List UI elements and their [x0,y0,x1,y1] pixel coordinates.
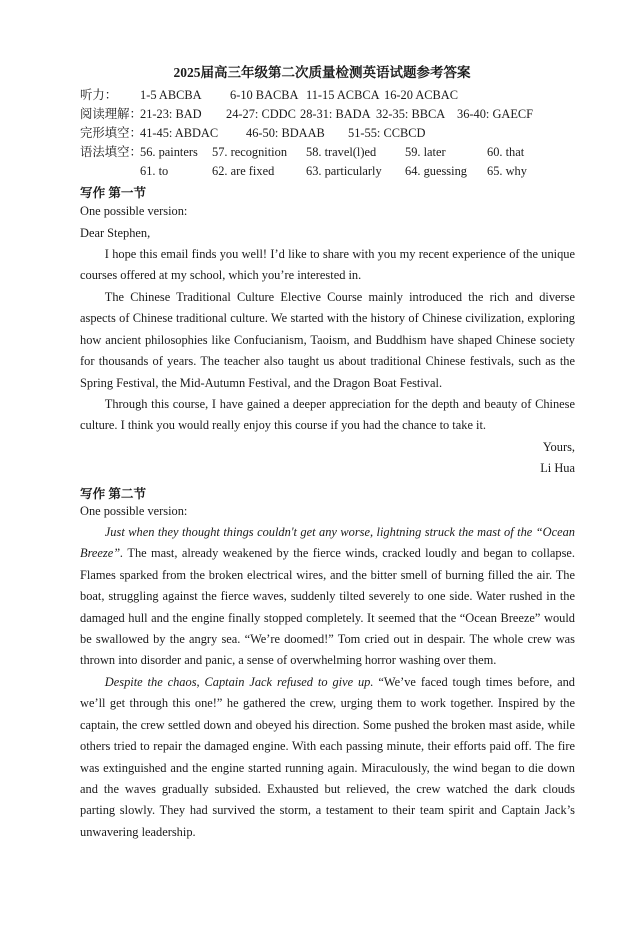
answer-item: 32-35: BBCA [376,107,446,121]
story-paragraph-2-lead: Despite the chaos, Captain Jack refused to give up. [104,675,374,689]
answer-item: 6-10 BACBA [230,88,299,102]
answer-item: 28-31: BADA [300,107,371,121]
letter-signature: Li Hua [540,461,575,475]
answer-item: 57. recognition [212,145,288,159]
answer-item: 63. particularly [306,164,382,178]
writing-1-heading: 写作 第一节 [80,186,147,200]
answer-item: 36-40: GAECF [457,107,534,121]
story-paragraph-1-body: The mast, already weakened by the fierce winds, cracked loudly and began to collapse. Flames sparked from the broken electrical wires, and the bitter smell of burning filled the air. The boat, struggling against the fierce waves, suddenly tilted severely to one side. Water rushed in the damaged hull and the engine finally stopped completely. It seemed that the “Ocean Breeze” would be swallowed by the angry sea. “We’re doomed!” Tom cried out in despair. The whole crew was thrown into disorder and panic, a sense of overwhelming horror washing over them. [80,546,575,668]
story-paragraph-1-lead: Just when they thought things couldn't get any worse, lightning struck the mast of the “Ocean Breeze”. [80,525,575,561]
answer-item: 24-27: CDDC [226,107,296,121]
letter-paragraph-2: The Chinese Traditional Culture Elective Course mainly introduced the rich and diverse aspects of Chinese traditional culture. We started with the history of Chinese civilization, exploring how ancient philosophies like Confucianism, Taoism, and Buddhism have shaped Chinese society for thousands of years. The teacher also taught us about traditional Chinese festivals, such as the Spring Festival, the Mid-Autumn Festival, and the Dragon Boat Festival. [80,290,575,390]
answer-item: 11-15 ACBCA [306,88,380,102]
writing-1-intro: One possible version: [80,204,188,218]
answer-item: 62. are fixed [212,164,275,178]
answer-item: 58. travel(l)ed [306,145,377,159]
grammar-label: 语法填空： [80,145,142,159]
answer-item: 41-45: ABDAC [140,126,219,140]
letter-paragraph-3: Through this course, I have gained a deeper appreciation for the depth and beauty of Chinese culture. I think you would really enjoy this course if you had the chance to take it. [80,397,575,433]
page-title: 2025届高三年级第二次质量检测英语试题参考答案 [173,65,471,80]
answer-item: 64. guessing [405,164,467,178]
letter-closing: Yours, [542,440,575,454]
story-paragraph-2 [80,672,575,843]
answer-item: 51-55: CCBCD [348,126,426,140]
grammar-answers-row-1 [80,143,525,161]
answer-item: 16-20 ACBAC [384,88,459,102]
letter-greeting: Dear Stephen, [80,226,151,240]
cloze-answers [80,124,426,142]
answer-item: 46-50: BDAAB [246,126,325,140]
writing-2-intro: One possible version: [80,504,188,518]
cloze-label: 完形填空： [80,126,142,140]
listening-answers [80,86,459,104]
answer-item: 56. painters [140,145,198,159]
writing-2-heading: 写作 第二节 [80,487,147,501]
answer-item: 60. that [487,145,525,159]
answer-item: 1-5 ABCBA [140,88,202,102]
story-paragraph-2-body: “We’ve faced tough times before, and we’ll get through this one!” he gathered the crew, urging them to work together. Inspired by the captain, the crew settled down and obeyed his direction. Some pushed the broken mast aside, while others tried to repair the damaged engine. With each passing minute, their efforts paid off. The fire was extinguished and the engine started running again. Miraculously, the wind began to die down and the waves gradually subsided. Exhausted but relieved, the crew watched the dark clouds parting slowly. They had survived the storm, a testament to their team spirit and Captain Jack’s unwavering leadership. [80,675,575,839]
story-paragraph-1 [80,522,575,672]
reading-label: 阅读理解： [80,107,142,121]
reading-answers [80,105,534,123]
answer-item: 59. later [405,145,446,159]
listening-label: 听力： [80,88,118,102]
answer-item: 61. to [140,164,169,178]
answer-item: 21-23: BAD [140,107,202,121]
letter-paragraph-1: I hope this email finds you well! I’d like to share with you my recent experience of the unique courses offered at my school, which you’re interested in. [80,247,575,283]
answer-item: 65. why [487,164,527,178]
